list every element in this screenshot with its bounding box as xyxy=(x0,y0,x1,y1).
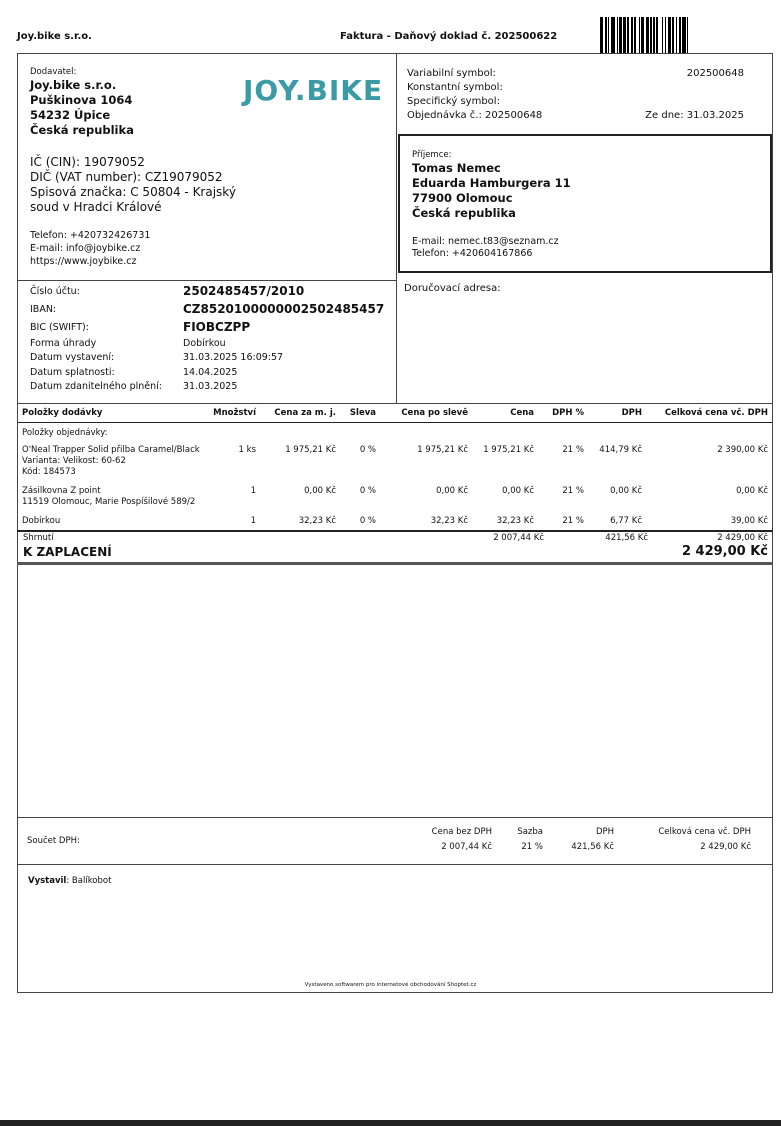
col-discount: Sleva xyxy=(340,404,380,423)
item-total: 0,00 Kč xyxy=(736,486,768,496)
bottom-bar xyxy=(0,1120,781,1126)
barcode xyxy=(600,17,770,53)
vat-bottom-divider xyxy=(17,864,773,865)
payment-label: BIC (SWIFT): xyxy=(30,321,89,333)
issuer-label: Vystavil xyxy=(28,876,67,886)
recipient-phone: Telefon: +420604167866 xyxy=(412,248,533,259)
column-divider xyxy=(396,53,397,404)
item-qty: 1 xyxy=(250,516,256,526)
joybike-logo: JOY.BIKE xyxy=(243,74,384,107)
vat-value-total: 2 429,00 Kč xyxy=(700,842,751,852)
payment-label: IBAN: xyxy=(30,303,57,315)
supplier-web[interactable]: https://www.joybike.cz xyxy=(30,256,137,267)
recipient-city: 77900 Olomouc xyxy=(412,191,513,205)
supplier-street: Puškinova 1064 xyxy=(30,93,133,107)
item-vat: 6,77 Kč xyxy=(610,516,642,526)
pay-label: K ZAPLACENÍ xyxy=(23,545,112,559)
item-unit-price: 0,00 Kč xyxy=(304,486,336,496)
table-row xyxy=(18,444,772,485)
variable-symbol-label: Variabilní symbol: xyxy=(407,68,496,79)
col-qty: Množství xyxy=(206,404,260,423)
order-number: Objednávka č.: 202500648 xyxy=(407,110,543,121)
items-header-row xyxy=(18,404,772,423)
variable-symbol-value: 202500648 xyxy=(686,68,744,79)
recipient-label: Příjemce: xyxy=(412,150,452,160)
supplier-country: Česká republika xyxy=(30,123,134,137)
item-discount: 0 % xyxy=(359,445,376,455)
item-price: 0,00 Kč xyxy=(502,486,534,496)
item-discount: 0 % xyxy=(359,486,376,496)
delivery-address-label: Doručovací adresa: xyxy=(404,283,501,294)
item-description xyxy=(18,485,206,515)
payment-row xyxy=(30,365,384,380)
item-total: 2 390,00 Kč xyxy=(717,445,768,455)
supplier-label: Dodavatel: xyxy=(30,67,77,77)
item-price-after-discount: 0,00 Kč xyxy=(436,486,468,496)
summary-divider xyxy=(17,530,773,532)
payment-value: 14.04.2025 xyxy=(183,366,238,378)
item-vat: 414,79 Kč xyxy=(599,445,642,455)
vat-header-vat: DPH xyxy=(595,827,614,837)
col-price: Cena xyxy=(472,404,538,423)
supplier-registry: Spisová značka: C 50804 - Krajský xyxy=(30,185,236,199)
item-description-line: O'Neal Trapper Solid přilba Caramel/Black xyxy=(22,445,200,455)
issuer-value: : Balíkobot xyxy=(66,876,112,886)
col-total: Celková cena vč. DPH xyxy=(646,404,772,423)
item-qty: 1 xyxy=(250,486,256,496)
supplier-registry-court: soud v Hradci Králové xyxy=(30,200,162,214)
section-label: Položky objednávky: xyxy=(22,428,108,438)
header-company: Joy.bike s.r.o. xyxy=(17,31,92,42)
recipient-country: Česká republika xyxy=(412,206,516,220)
items-table xyxy=(18,404,772,529)
supplier-block xyxy=(30,67,134,138)
item-price: 32,23 Kč xyxy=(496,516,534,526)
summary-label: Shrnutí xyxy=(23,533,54,543)
recipient-box xyxy=(398,134,772,273)
supplier-ic: IČ (CIN): 19079052 xyxy=(30,155,145,169)
recipient-email[interactable]: E-mail: nemec.t83@seznam.cz xyxy=(412,236,559,247)
item-description xyxy=(18,515,206,529)
col-vat-percent: DPH % xyxy=(538,404,588,423)
item-unit-price: 1 975,21 Kč xyxy=(285,445,336,455)
payment-value: CZ8520100000002502485457 xyxy=(183,302,385,316)
payment-value: FIOBCZPP xyxy=(183,320,251,334)
item-description-line: 11519 Olomouc, Marie Pospíšilové 589/2 xyxy=(22,497,196,507)
item-price-after-discount: 1 975,21 Kč xyxy=(417,445,468,455)
payment-value: 31.03.2025 xyxy=(183,381,238,393)
barcode-space xyxy=(688,17,690,53)
vat-header-total: Celková cena vč. DPH xyxy=(658,827,751,837)
order-date: Ze dne: 31.03.2025 xyxy=(645,110,744,121)
payment-row xyxy=(30,318,384,336)
payment-value: 31.03.2025 16:09:57 xyxy=(183,352,284,364)
supplier-city: 54232 Úpice xyxy=(30,108,111,122)
supplier-phone: Telefon: +420732426731 xyxy=(30,230,151,241)
invoice-meta xyxy=(407,67,747,123)
item-vat: 0,00 Kč xyxy=(610,486,642,496)
item-price-after-discount: 32,23 Kč xyxy=(430,516,468,526)
summary-total: 2 429,00 Kč xyxy=(717,533,768,543)
payment-row xyxy=(30,336,384,351)
item-unit-price: 32,23 Kč xyxy=(298,516,336,526)
vat-top-divider xyxy=(17,817,773,818)
summary-vat: 421,56 Kč xyxy=(605,533,648,543)
constant-symbol-label: Konstantní symbol: xyxy=(407,82,503,93)
payment-row xyxy=(30,300,384,318)
payment-block xyxy=(30,282,384,394)
item-price: 1 975,21 Kč xyxy=(483,445,534,455)
footer-note: Vystaveno softwarem pro internetové obchodování Shoptet.cz xyxy=(304,982,477,988)
pay-underline xyxy=(17,562,773,565)
payment-label: Datum splatnosti: xyxy=(30,366,115,378)
item-description-line: Dobírkou xyxy=(22,516,61,526)
supplier-email[interactable]: E-mail: info@joybike.cz xyxy=(30,243,141,254)
recipient-street: Eduarda Hamburgera 11 xyxy=(412,176,571,190)
payment-row xyxy=(30,282,384,300)
supplier-divider xyxy=(17,280,397,281)
payment-label: Číslo účtu: xyxy=(30,285,80,297)
pay-total: 2 429,00 Kč xyxy=(681,544,768,559)
item-discount: 0 % xyxy=(359,516,376,526)
supplier-contact xyxy=(30,229,150,268)
item-description-line: Zásilkovna Z point xyxy=(22,486,101,496)
specific-symbol-label: Specifický symbol: xyxy=(407,96,500,107)
vat-value-base: 2 007,44 Kč xyxy=(441,842,492,852)
item-total: 39,00 Kč xyxy=(730,516,768,526)
col-vat: DPH xyxy=(588,404,646,423)
payment-label: Datum vystavení: xyxy=(30,352,115,364)
vat-value-vat: 421,56 Kč xyxy=(571,842,614,852)
table-row xyxy=(18,515,772,529)
items-body xyxy=(18,423,772,530)
item-description-line: Varianta: Velikost: 60-62 xyxy=(22,456,126,466)
payment-value: Dobírkou xyxy=(183,337,226,349)
payment-row xyxy=(30,351,384,366)
item-qty: 1 ks xyxy=(238,445,256,455)
vat-summary-label: Součet DPH: xyxy=(27,836,80,846)
vat-header-rate: Sazba xyxy=(517,827,543,837)
section-row xyxy=(18,423,772,445)
col-unit-price: Cena za m. j. xyxy=(260,404,340,423)
item-vat-percent: 21 % xyxy=(562,516,584,526)
item-vat-percent: 21 % xyxy=(562,486,584,496)
item-description xyxy=(18,444,206,485)
supplier-dic: DIČ (VAT number): CZ19079052 xyxy=(30,170,223,184)
payment-label: Datum zdanitelného plnění: xyxy=(30,381,162,393)
table-row xyxy=(18,485,772,515)
col-items: Položky dodávky xyxy=(18,404,206,423)
payment-value: 2502485457/2010 xyxy=(183,284,305,298)
issuer xyxy=(28,876,111,886)
payment-row xyxy=(30,380,384,395)
vat-header-base: Cena bez DPH xyxy=(431,827,492,837)
supplier-registration xyxy=(30,155,236,215)
item-vat-percent: 21 % xyxy=(562,445,584,455)
summary-price: 2 007,44 Kč xyxy=(493,533,544,543)
recipient-name: Tomas Nemec xyxy=(412,161,501,175)
col-price-after-discount: Cena po slevě xyxy=(380,404,472,423)
payment-label: Forma úhrady xyxy=(30,337,97,349)
vat-value-rate: 21 % xyxy=(521,842,543,852)
invoice-title: Faktura - Daňový doklad č. 202500622 xyxy=(340,31,558,42)
supplier-name: Joy.bike s.r.o. xyxy=(30,78,117,92)
item-description-line: Kód: 184573 xyxy=(22,467,76,477)
